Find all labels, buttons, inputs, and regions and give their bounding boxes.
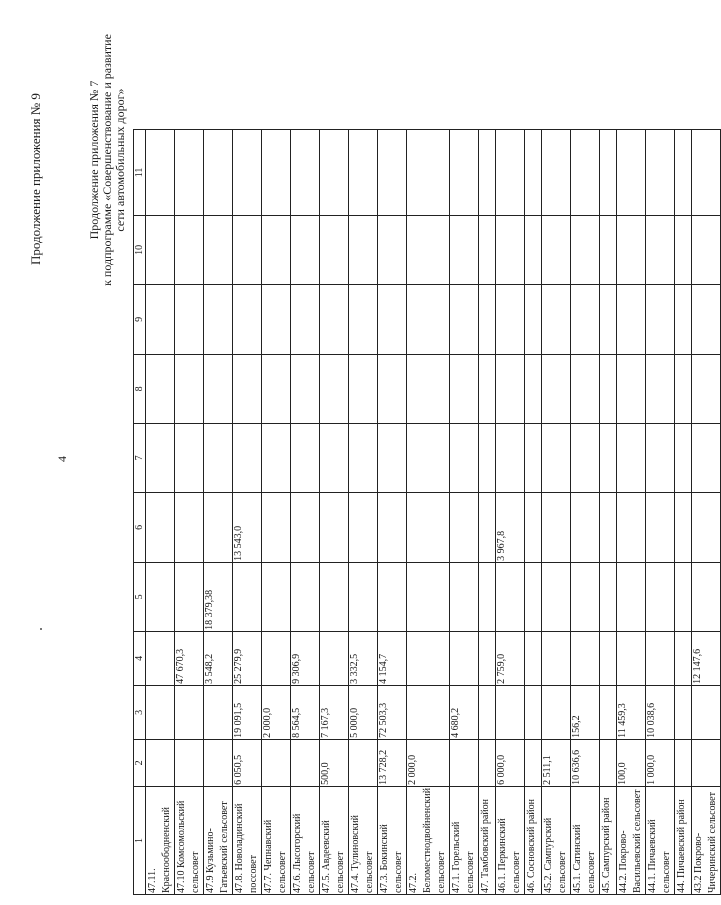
table-cell bbox=[262, 562, 291, 631]
table-cell bbox=[291, 492, 320, 562]
table-cell bbox=[479, 685, 496, 739]
table-cell bbox=[407, 215, 450, 284]
row-name: 47.3. Бокинский сельсовет bbox=[378, 786, 407, 894]
row-name: 47.1. Горельский сельсовет bbox=[450, 786, 479, 894]
table-cell bbox=[262, 354, 291, 423]
row-name: 46. Сосновский район bbox=[525, 786, 542, 894]
column-header: 10 bbox=[134, 215, 146, 284]
table-cell bbox=[675, 129, 692, 215]
table-row bbox=[479, 129, 496, 894]
table-cell bbox=[146, 492, 175, 562]
table-cell: 2 759,0 bbox=[496, 631, 525, 685]
table-cell bbox=[450, 354, 479, 423]
table-cell bbox=[204, 284, 233, 354]
subtitle-line: сети автомобильных дорог» bbox=[113, 88, 127, 232]
table-cell bbox=[291, 129, 320, 215]
column-header: 11 bbox=[134, 129, 146, 215]
table-cell bbox=[204, 129, 233, 215]
table-cell bbox=[525, 685, 542, 739]
table-cell bbox=[291, 423, 320, 492]
table-cell bbox=[450, 215, 479, 284]
table-cell bbox=[496, 423, 525, 492]
table-row bbox=[571, 129, 600, 894]
table-cell bbox=[349, 739, 378, 786]
table-row bbox=[692, 129, 721, 894]
table-cell bbox=[349, 423, 378, 492]
table-cell bbox=[407, 685, 450, 739]
table-cell bbox=[262, 492, 291, 562]
table-row bbox=[542, 129, 571, 894]
table-cell bbox=[262, 739, 291, 786]
table-cell bbox=[571, 354, 600, 423]
table-cell bbox=[571, 129, 600, 215]
table-cell bbox=[204, 685, 233, 739]
table-cell bbox=[450, 631, 479, 685]
table-cell bbox=[496, 562, 525, 631]
table-cell bbox=[496, 284, 525, 354]
data-table bbox=[133, 129, 721, 895]
table-cell bbox=[349, 354, 378, 423]
table-cell bbox=[407, 631, 450, 685]
table-cell bbox=[542, 215, 571, 284]
row-name: 47. Тамбовский район bbox=[479, 786, 496, 894]
table-header-row bbox=[134, 129, 146, 894]
table-cell bbox=[542, 492, 571, 562]
row-name: 47.6. Лысогорский сельсовет bbox=[291, 786, 320, 894]
row-name: 45.2. Сампурский сельсовет bbox=[542, 786, 571, 894]
table-row bbox=[320, 129, 349, 894]
table-cell bbox=[204, 739, 233, 786]
table-cell bbox=[496, 685, 525, 739]
row-name: 43.2 Покрово-Чичеринский сельсовет bbox=[692, 786, 721, 894]
table-cell bbox=[646, 354, 675, 423]
table-cell bbox=[450, 129, 479, 215]
table-cell bbox=[675, 284, 692, 354]
table-cell bbox=[600, 685, 617, 739]
table-cell bbox=[600, 129, 617, 215]
table-cell bbox=[646, 423, 675, 492]
table-cell bbox=[525, 492, 542, 562]
table-cell bbox=[675, 423, 692, 492]
table-row bbox=[349, 129, 378, 894]
table-cell bbox=[525, 423, 542, 492]
table-cell bbox=[204, 492, 233, 562]
table-cell bbox=[525, 739, 542, 786]
table-cell bbox=[146, 284, 175, 354]
table-cell bbox=[617, 354, 646, 423]
table-cell bbox=[175, 423, 204, 492]
table-cell bbox=[146, 129, 175, 215]
column-header: 2 bbox=[134, 739, 146, 786]
row-name: 44.1. Пичаевский сельсовет bbox=[646, 786, 675, 894]
table-cell: 8 564,5 bbox=[291, 685, 320, 739]
table-cell: 100,0 bbox=[617, 739, 646, 786]
table-cell bbox=[542, 562, 571, 631]
table-cell bbox=[175, 215, 204, 284]
table-cell: 9 306,9 bbox=[291, 631, 320, 685]
table-cell bbox=[542, 423, 571, 492]
table-cell bbox=[378, 284, 407, 354]
table-cell bbox=[175, 284, 204, 354]
table-cell bbox=[646, 215, 675, 284]
table-cell bbox=[692, 284, 721, 354]
table-cell bbox=[600, 354, 617, 423]
table-row bbox=[175, 129, 204, 894]
table-cell bbox=[479, 215, 496, 284]
table-cell bbox=[525, 129, 542, 215]
table-cell bbox=[617, 284, 646, 354]
table-cell bbox=[600, 631, 617, 685]
table-cell: 12 147,6 bbox=[692, 631, 721, 685]
table-cell bbox=[600, 562, 617, 631]
table-row bbox=[646, 129, 675, 894]
table-cell bbox=[378, 492, 407, 562]
table-cell bbox=[496, 354, 525, 423]
table-cell bbox=[349, 284, 378, 354]
table-cell bbox=[450, 284, 479, 354]
table-cell: 10 038,6 bbox=[646, 685, 675, 739]
table-cell bbox=[675, 562, 692, 631]
table-cell bbox=[692, 492, 721, 562]
table-cell bbox=[571, 284, 600, 354]
table-cell bbox=[617, 215, 646, 284]
table-cell bbox=[525, 562, 542, 631]
table-cell bbox=[646, 492, 675, 562]
table-cell bbox=[617, 129, 646, 215]
table-cell bbox=[617, 631, 646, 685]
table-row bbox=[146, 129, 175, 894]
table-cell bbox=[542, 631, 571, 685]
table-cell bbox=[146, 562, 175, 631]
table-cell bbox=[349, 562, 378, 631]
table-cell bbox=[525, 215, 542, 284]
table-cell bbox=[450, 739, 479, 786]
subtitle-line: Продолжение приложения № 7 bbox=[87, 80, 101, 240]
table-cell bbox=[600, 215, 617, 284]
table-row bbox=[407, 129, 450, 894]
table-cell bbox=[525, 284, 542, 354]
table-cell: 6 000,0 bbox=[496, 739, 525, 786]
table-cell bbox=[675, 739, 692, 786]
table-row bbox=[291, 129, 320, 894]
row-name: 47.11. Красноободненский bbox=[146, 786, 175, 894]
row-name: 47.8. Новоладинский поссовет bbox=[233, 786, 262, 894]
table-cell: 6 050,5 bbox=[233, 739, 262, 786]
table-cell bbox=[479, 354, 496, 423]
table-cell bbox=[233, 562, 262, 631]
table-cell bbox=[233, 423, 262, 492]
table-cell bbox=[378, 129, 407, 215]
table-cell bbox=[262, 423, 291, 492]
table-cell bbox=[146, 631, 175, 685]
table-cell: 72 503,3 bbox=[378, 685, 407, 739]
table-cell bbox=[617, 562, 646, 631]
table-cell bbox=[542, 284, 571, 354]
table-cell bbox=[175, 129, 204, 215]
table-row bbox=[204, 129, 233, 894]
table-cell bbox=[175, 685, 204, 739]
table-cell: 2 000,0 bbox=[407, 739, 450, 786]
table-cell bbox=[675, 685, 692, 739]
table-row bbox=[617, 129, 646, 894]
table-cell bbox=[450, 423, 479, 492]
table-cell bbox=[692, 685, 721, 739]
table-cell bbox=[571, 562, 600, 631]
table-cell bbox=[600, 284, 617, 354]
table-cell bbox=[496, 215, 525, 284]
column-header: 1 bbox=[134, 786, 146, 894]
table-cell bbox=[349, 492, 378, 562]
table-cell bbox=[146, 685, 175, 739]
table-cell bbox=[542, 129, 571, 215]
table-cell bbox=[262, 631, 291, 685]
table-cell bbox=[479, 739, 496, 786]
table-row bbox=[262, 129, 291, 894]
row-name: 44. Пичаевский район bbox=[675, 786, 692, 894]
table-cell: 13 728,2 bbox=[378, 739, 407, 786]
table-cell bbox=[646, 631, 675, 685]
subtitle-line: к подпрограмме «Совершенствование и развитие bbox=[100, 34, 114, 286]
table-cell: 1 000,0 bbox=[646, 739, 675, 786]
table-cell bbox=[320, 631, 349, 685]
table-cell: 5 000,0 bbox=[349, 685, 378, 739]
table-cell bbox=[320, 562, 349, 631]
table-cell bbox=[496, 129, 525, 215]
column-header: 7 bbox=[134, 423, 146, 492]
table-cell bbox=[291, 562, 320, 631]
table-cell: 3 548,2 bbox=[204, 631, 233, 685]
row-name: 47.7. Чепнавский сельсовет bbox=[262, 786, 291, 894]
table-cell bbox=[571, 631, 600, 685]
row-name: 47.2. Беломестнодвойненский сельсовет bbox=[407, 786, 450, 894]
table-cell bbox=[542, 354, 571, 423]
column-header: 3 bbox=[134, 685, 146, 739]
table-cell bbox=[571, 423, 600, 492]
row-name: 45. Сампурский район bbox=[600, 786, 617, 894]
table-cell bbox=[479, 631, 496, 685]
table-cell bbox=[262, 215, 291, 284]
table-cell: 500,0 bbox=[320, 739, 349, 786]
row-name: 45.1. Сатинский сельсовет bbox=[571, 786, 600, 894]
table-cell bbox=[378, 215, 407, 284]
table-cell: 4 680,2 bbox=[450, 685, 479, 739]
table-cell bbox=[646, 129, 675, 215]
table-cell bbox=[479, 129, 496, 215]
table-cell bbox=[349, 215, 378, 284]
row-name: 47.10 Комсомольский сельсовет bbox=[175, 786, 204, 894]
table-cell bbox=[479, 562, 496, 631]
table-cell bbox=[646, 284, 675, 354]
table-cell bbox=[525, 631, 542, 685]
table-cell bbox=[479, 423, 496, 492]
table-row bbox=[600, 129, 617, 894]
table-cell bbox=[146, 739, 175, 786]
table-cell bbox=[675, 631, 692, 685]
table-cell: 4 154,7 bbox=[378, 631, 407, 685]
table-cell bbox=[600, 423, 617, 492]
column-header: 9 bbox=[134, 284, 146, 354]
table-cell bbox=[262, 284, 291, 354]
table-cell bbox=[571, 492, 600, 562]
column-header: 4 bbox=[134, 631, 146, 685]
table-cell bbox=[450, 492, 479, 562]
row-name: 44.2. Покрово-Васильевский сельсовет bbox=[617, 786, 646, 894]
table-cell bbox=[233, 354, 262, 423]
table-cell: 19 091,5 bbox=[233, 685, 262, 739]
table-row bbox=[233, 129, 262, 894]
subtitle-block bbox=[88, 15, 127, 305]
table-cell: 156,2 bbox=[571, 685, 600, 739]
table-cell: 10 636,6 bbox=[571, 739, 600, 786]
table-cell bbox=[617, 423, 646, 492]
table-cell bbox=[320, 215, 349, 284]
table-cell bbox=[175, 354, 204, 423]
table-row bbox=[496, 129, 525, 894]
table-cell bbox=[378, 354, 407, 423]
table-cell bbox=[233, 284, 262, 354]
table-cell bbox=[407, 129, 450, 215]
table-cell: 3 332,5 bbox=[349, 631, 378, 685]
table-cell bbox=[378, 423, 407, 492]
table-cell bbox=[692, 739, 721, 786]
table-cell bbox=[175, 739, 204, 786]
row-name: 47.9 Кузьмино-Гатьевский сельсовет bbox=[204, 786, 233, 894]
continuation-title: Продолжение приложения № 9 bbox=[28, 93, 43, 265]
table-cell bbox=[675, 354, 692, 423]
table-cell: 11 459,3 bbox=[617, 685, 646, 739]
page-number: 4 bbox=[55, 456, 69, 462]
row-name: 47.4. Тулиновский сельсовет bbox=[349, 786, 378, 894]
table-cell bbox=[320, 354, 349, 423]
table-cell bbox=[204, 354, 233, 423]
table-cell bbox=[692, 215, 721, 284]
table-cell bbox=[617, 492, 646, 562]
table-cell bbox=[146, 423, 175, 492]
table-cell bbox=[692, 562, 721, 631]
table-cell bbox=[262, 129, 291, 215]
table-cell bbox=[600, 492, 617, 562]
table-cell bbox=[291, 739, 320, 786]
table-cell bbox=[378, 562, 407, 631]
column-header: 8 bbox=[134, 354, 146, 423]
table-cell bbox=[675, 215, 692, 284]
table-cell bbox=[525, 354, 542, 423]
table-cell bbox=[233, 129, 262, 215]
table-cell bbox=[291, 354, 320, 423]
table-cell: 2 000,0 bbox=[262, 685, 291, 739]
table-cell: 18 379,38 bbox=[204, 562, 233, 631]
table-row bbox=[675, 129, 692, 894]
table-cell bbox=[233, 215, 262, 284]
table-cell bbox=[646, 562, 675, 631]
table-row bbox=[450, 129, 479, 894]
table-cell bbox=[692, 129, 721, 215]
table-cell: 13 543,0 bbox=[233, 492, 262, 562]
table-cell: 25 279,9 bbox=[233, 631, 262, 685]
table-cell bbox=[675, 492, 692, 562]
table-cell bbox=[479, 284, 496, 354]
column-header: 6 bbox=[134, 492, 146, 562]
table-cell bbox=[450, 562, 479, 631]
table-row bbox=[525, 129, 542, 894]
table-cell: 7 167,3 bbox=[320, 685, 349, 739]
table-cell: 3 967,8 bbox=[496, 492, 525, 562]
table-row bbox=[378, 129, 407, 894]
table-cell: 2 511,1 bbox=[542, 739, 571, 786]
table-cell bbox=[320, 492, 349, 562]
table-cell bbox=[542, 685, 571, 739]
column-header: 5 bbox=[134, 562, 146, 631]
row-name: 46.1. Перкинский сельсовет bbox=[496, 786, 525, 894]
table-cell bbox=[204, 215, 233, 284]
table-cell bbox=[291, 284, 320, 354]
table-cell bbox=[407, 354, 450, 423]
scan-mark bbox=[40, 628, 42, 630]
table-cell bbox=[320, 284, 349, 354]
table-cell: 47 670,3 bbox=[175, 631, 204, 685]
table-cell bbox=[175, 562, 204, 631]
table-cell bbox=[320, 129, 349, 215]
table-cell bbox=[204, 423, 233, 492]
table-cell bbox=[146, 354, 175, 423]
table-cell bbox=[692, 354, 721, 423]
table-cell bbox=[320, 423, 349, 492]
table-cell bbox=[146, 215, 175, 284]
table-cell bbox=[407, 423, 450, 492]
table-cell bbox=[692, 423, 721, 492]
row-name: 47.5. Авдеевский сельсовет bbox=[320, 786, 349, 894]
table-cell bbox=[571, 215, 600, 284]
table-cell bbox=[407, 562, 450, 631]
table-cell bbox=[175, 492, 204, 562]
table-cell bbox=[600, 739, 617, 786]
table-cell bbox=[291, 215, 320, 284]
table-cell bbox=[407, 492, 450, 562]
table-cell bbox=[479, 492, 496, 562]
table-cell bbox=[349, 129, 378, 215]
table-cell bbox=[407, 284, 450, 354]
